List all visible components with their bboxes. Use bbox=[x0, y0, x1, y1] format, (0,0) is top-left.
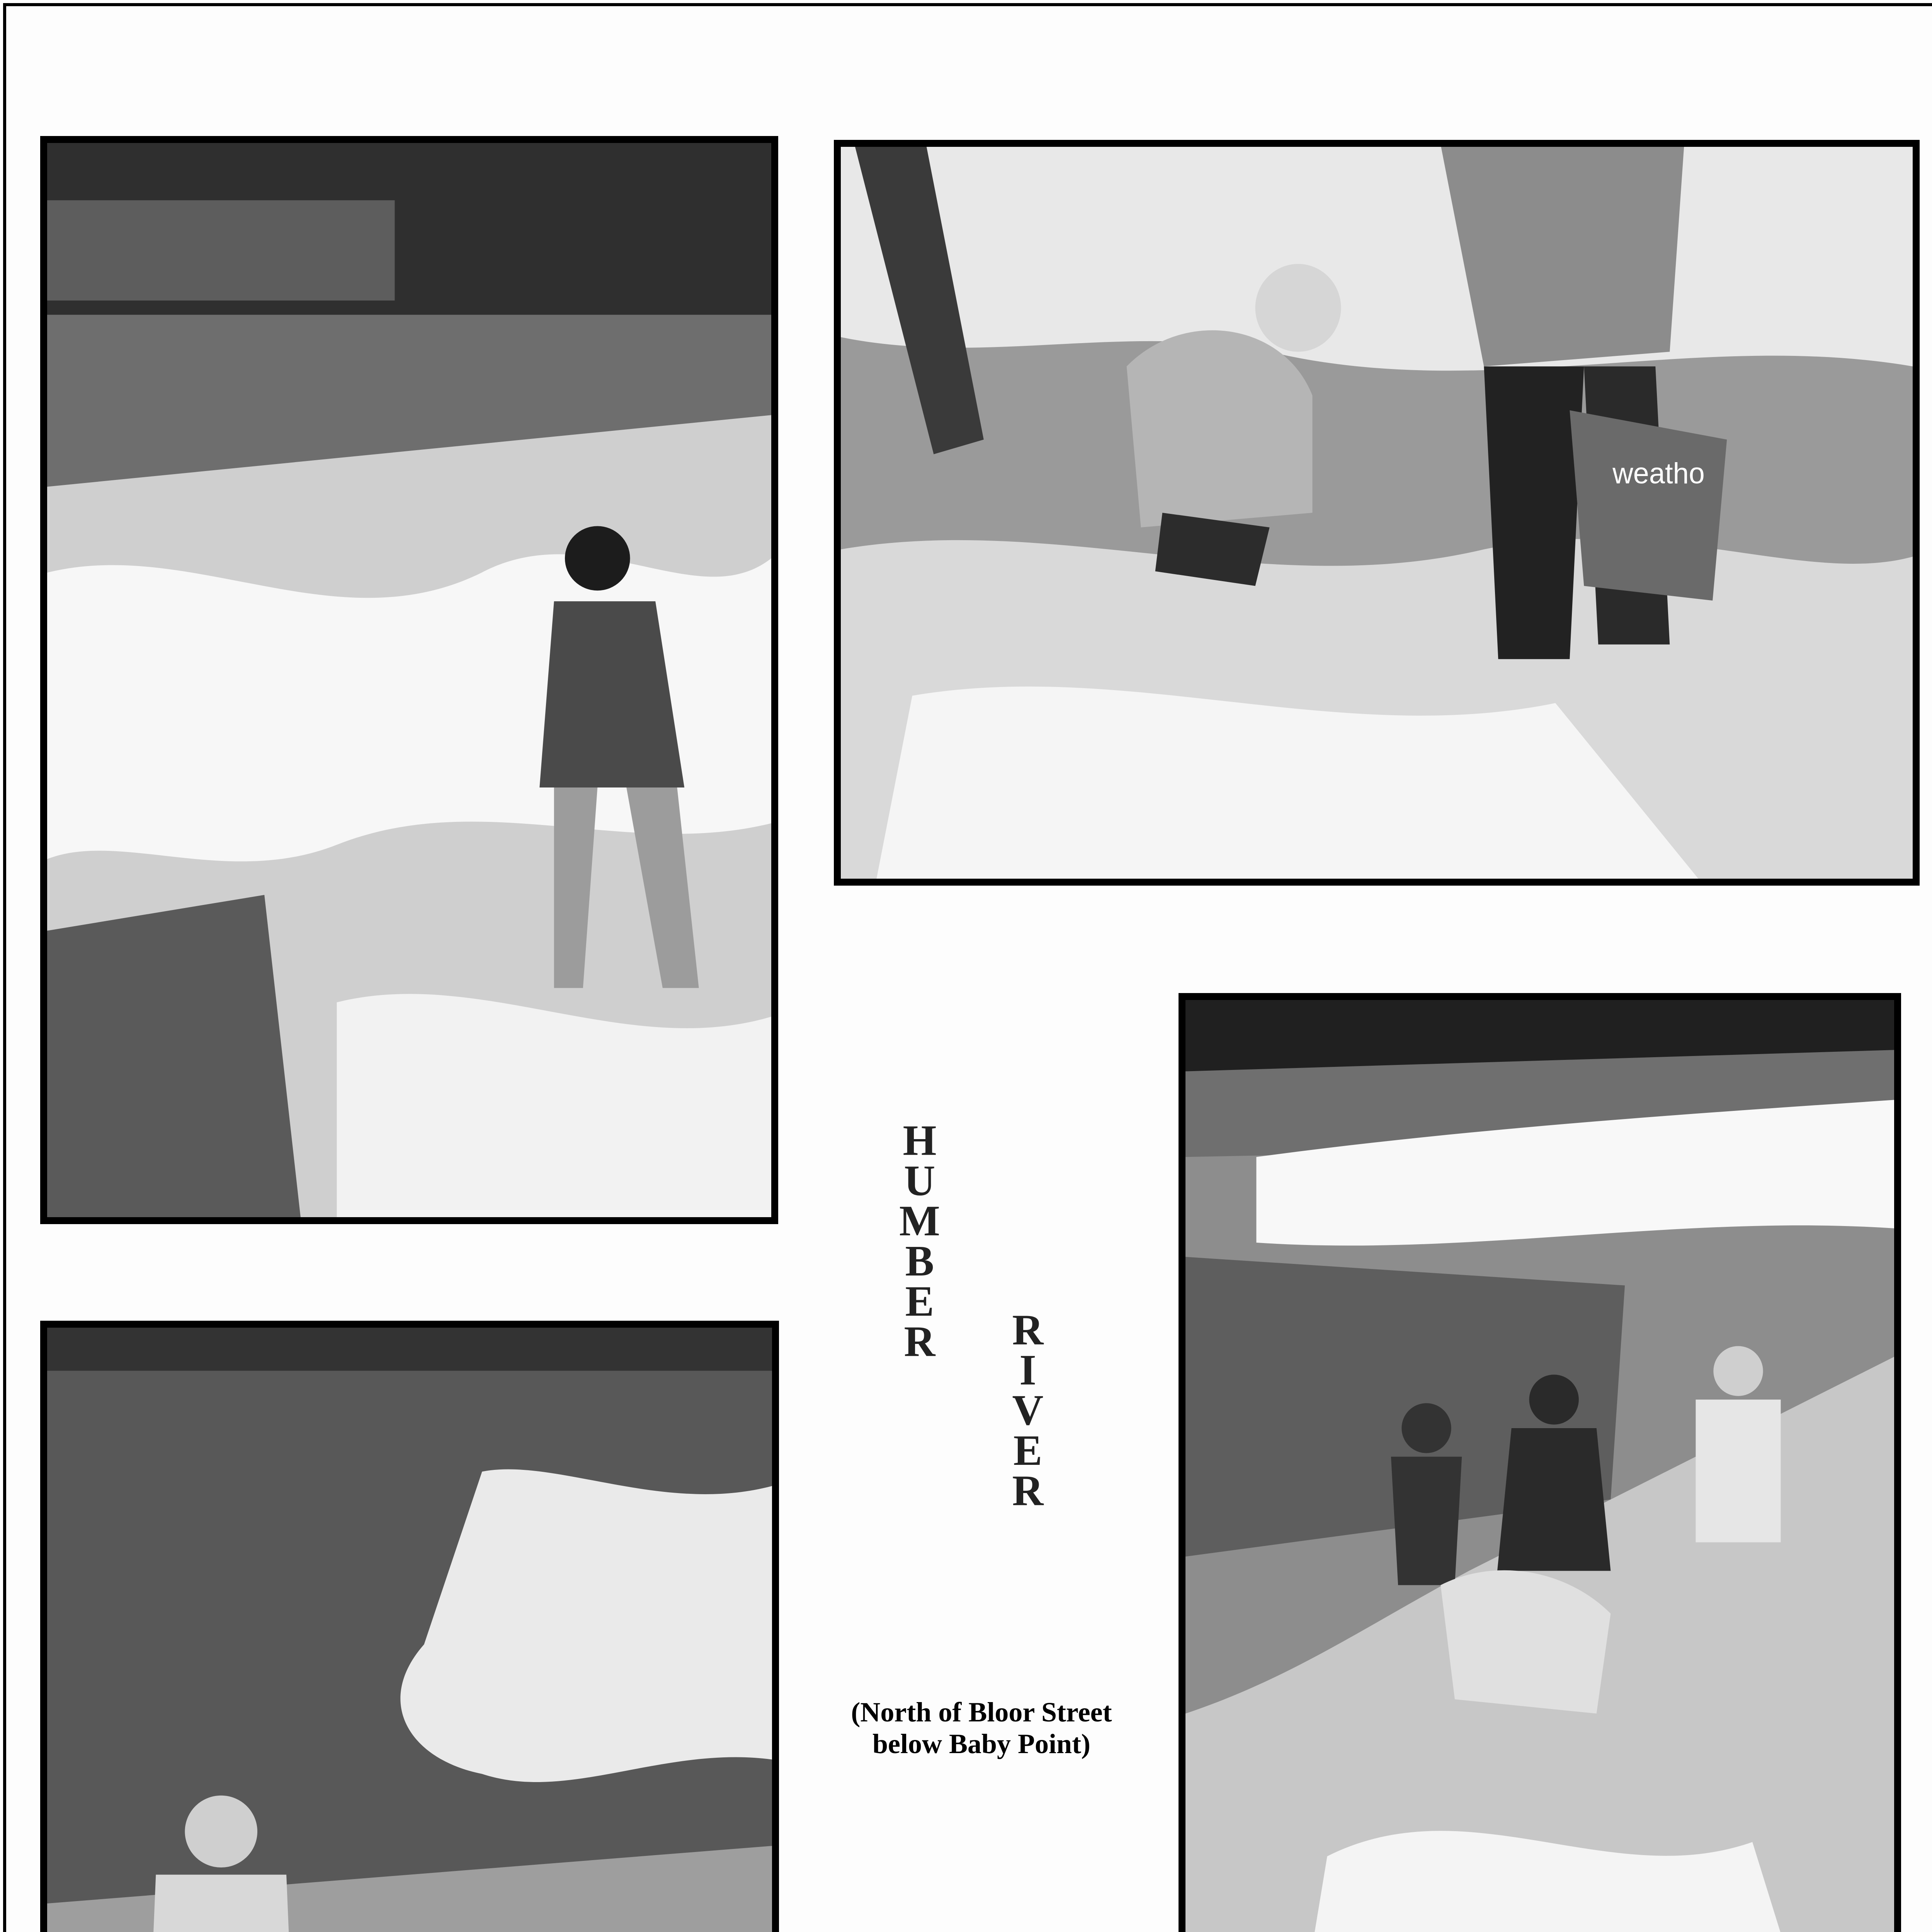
photo-children-collecting-image bbox=[841, 147, 1913, 879]
photo-riverbank-walker-image bbox=[47, 143, 771, 1217]
humber-letter: U bbox=[904, 1157, 935, 1205]
humber-letter: R bbox=[904, 1318, 935, 1366]
humber-letter: H bbox=[903, 1117, 937, 1165]
photo-children-kneeling bbox=[40, 1321, 779, 1932]
photo-children-kneeling-image bbox=[47, 1328, 772, 1932]
photo-riverbank-walker bbox=[40, 136, 778, 1224]
location-line-2: below Baby Point) bbox=[872, 1728, 1091, 1759]
river-letter: I bbox=[1019, 1346, 1036, 1394]
bag-print-text: weatho bbox=[1612, 457, 1705, 490]
river-letter: V bbox=[1012, 1386, 1044, 1434]
humber-letter: E bbox=[905, 1277, 934, 1325]
location-line-1: (North of Bloor Street bbox=[851, 1697, 1112, 1728]
photo-group-at-river bbox=[1179, 993, 1901, 1932]
river-letter: E bbox=[1013, 1427, 1043, 1475]
humber-vertical-label bbox=[896, 1117, 943, 1366]
river-letter: R bbox=[1012, 1467, 1044, 1515]
humber-letter: M bbox=[899, 1197, 940, 1245]
photo-group-at-river-image bbox=[1185, 1000, 1894, 1932]
humber-letter: B bbox=[905, 1237, 934, 1285]
river-vertical-label bbox=[1005, 1306, 1051, 1515]
river-letter: R bbox=[1012, 1306, 1044, 1354]
photo-children-collecting bbox=[834, 140, 1920, 886]
location-caption bbox=[804, 1696, 1159, 1760]
